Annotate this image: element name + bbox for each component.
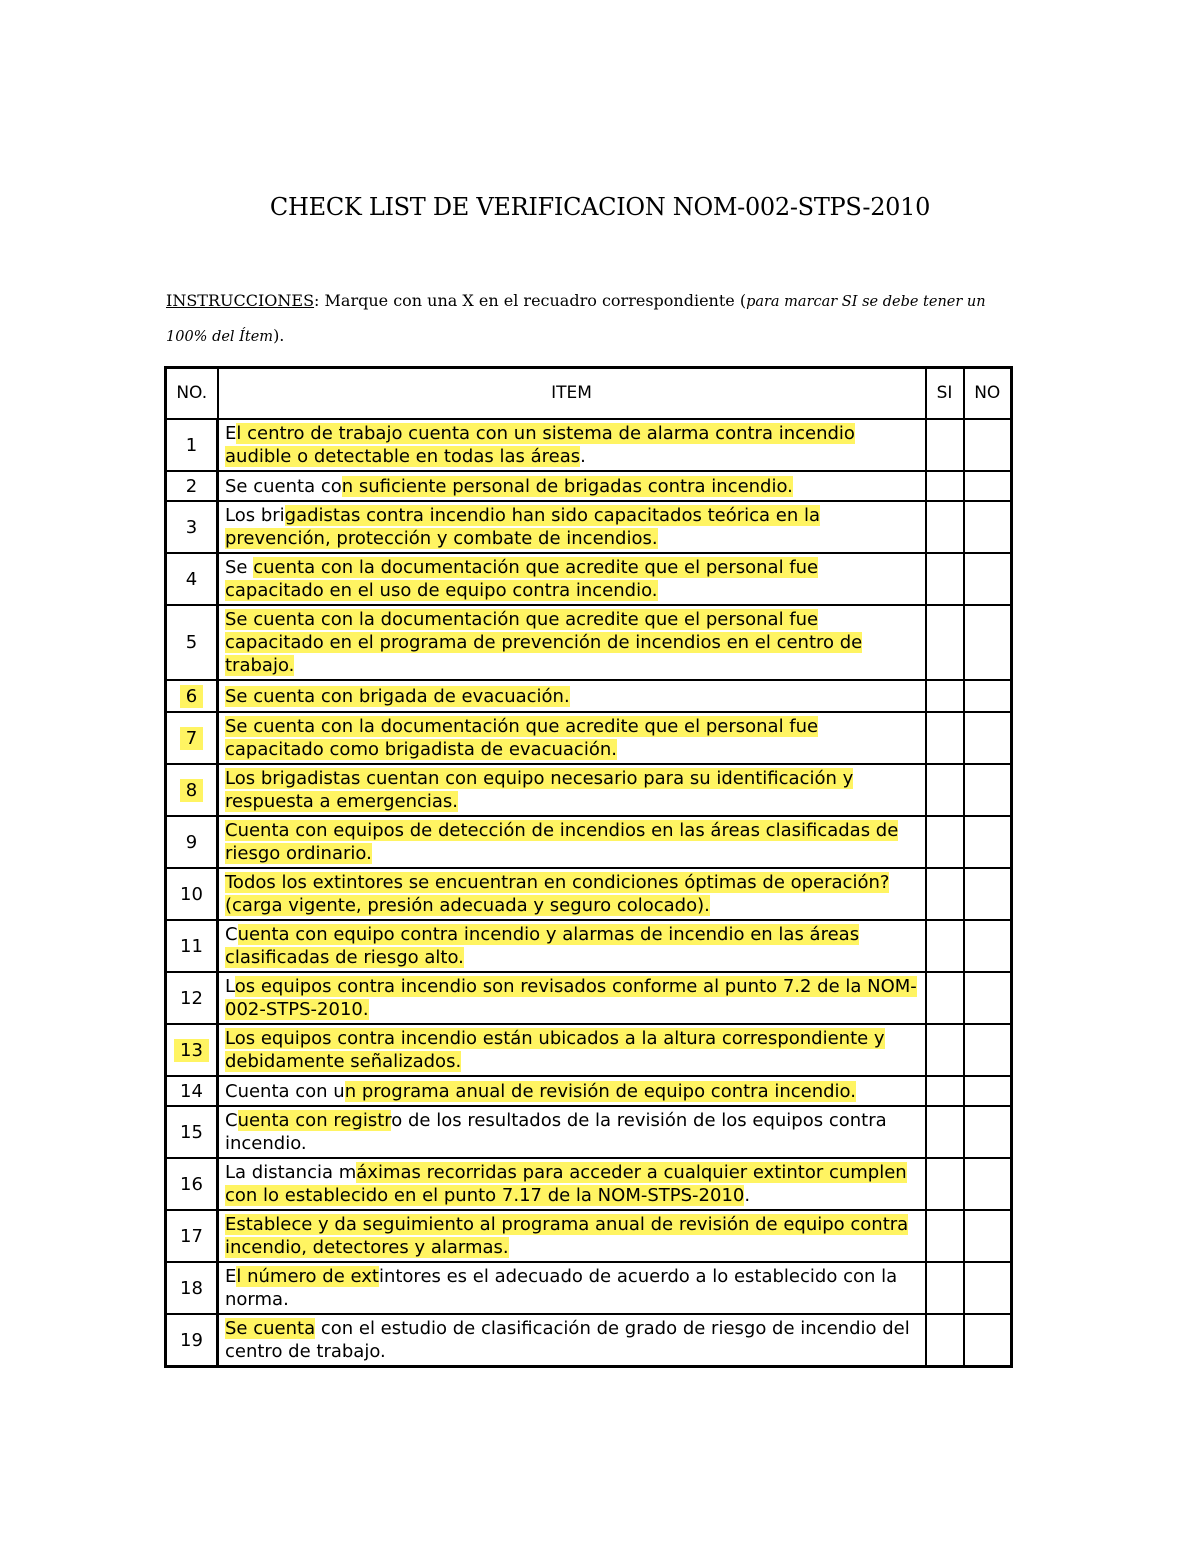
table-row [166, 605, 1012, 680]
row-number [166, 764, 218, 816]
si-checkbox[interactable] [926, 680, 964, 712]
row-number-text: 3 [185, 516, 198, 538]
row-number [166, 1158, 218, 1210]
header-no-answer: NO [964, 368, 1012, 420]
row-item [218, 1262, 926, 1314]
item-text-pre: Se [225, 557, 254, 578]
row-number [166, 816, 218, 868]
table-row [166, 680, 1012, 712]
no-checkbox[interactable] [964, 501, 1012, 553]
row-item [218, 920, 926, 972]
row-number [166, 1024, 218, 1076]
si-checkbox[interactable] [926, 419, 964, 471]
no-checkbox[interactable] [964, 1262, 1012, 1314]
row-number-text: 14 [180, 1080, 203, 1102]
instructions [166, 284, 1011, 354]
checklist-table [164, 366, 1013, 1368]
item-text-hl: Se cuenta con brigada de evacuación. [225, 685, 570, 707]
si-checkbox[interactable] [926, 471, 964, 501]
item-text-hl: Se cuenta con la documentación que acredite que el personal fue capacitado como brigadista de evacuación. [225, 716, 819, 760]
no-checkbox[interactable] [964, 680, 1012, 712]
row-item [218, 680, 926, 712]
table-row [166, 471, 1012, 501]
item-text-hl: Se cuenta con la documentación que acredite que el personal fue capacitado en el programa de prevención de incendios en el centro de trabajo. [225, 609, 863, 676]
row-number-text: 6 [180, 685, 203, 708]
row-number [166, 920, 218, 972]
table-row [166, 553, 1012, 605]
item-text-hl: n programa anual de revisión de equipo contra incendio. [344, 1080, 856, 1102]
table-row [166, 972, 1012, 1024]
row-number-text: 8 [180, 779, 203, 802]
table-row [166, 1158, 1012, 1210]
no-checkbox[interactable] [964, 1314, 1012, 1367]
row-number [166, 868, 218, 920]
si-checkbox[interactable] [926, 1076, 964, 1106]
checklist-body [166, 419, 1012, 1367]
row-item [218, 1076, 926, 1106]
row-number [166, 1106, 218, 1158]
table-row [166, 501, 1012, 553]
table-row [166, 419, 1012, 471]
row-item [218, 868, 926, 920]
item-text-hl: l centro de trabajo cuenta con un sistema de alarma contra incendio audible o detectable en todas las áreas [225, 423, 855, 467]
row-number-text: 18 [180, 1277, 203, 1299]
no-checkbox[interactable] [964, 553, 1012, 605]
item-text-pre: E [225, 423, 237, 444]
table-row [166, 1314, 1012, 1367]
row-number [166, 471, 218, 501]
row-number [166, 605, 218, 680]
row-number [166, 1314, 218, 1367]
header-no: NO. [166, 368, 218, 420]
row-number-text: 15 [180, 1121, 203, 1143]
table-row [166, 920, 1012, 972]
no-checkbox[interactable] [964, 471, 1012, 501]
row-number [166, 1262, 218, 1314]
header-si: SI [926, 368, 964, 420]
row-number-text: 10 [180, 883, 203, 905]
item-text-hl: l número de ext [236, 1266, 379, 1287]
no-checkbox[interactable] [964, 920, 1012, 972]
table-row [166, 816, 1012, 868]
table-row [166, 1076, 1012, 1106]
no-checkbox[interactable] [964, 1106, 1012, 1158]
row-item [218, 764, 926, 816]
row-number-text: 13 [174, 1039, 209, 1062]
table-row [166, 1106, 1012, 1158]
instructions-end: ). [273, 326, 285, 345]
table-row [166, 712, 1012, 764]
si-checkbox[interactable] [926, 553, 964, 605]
table-row [166, 764, 1012, 816]
item-text-pre: E [225, 1266, 237, 1287]
row-number [166, 712, 218, 764]
row-item [218, 816, 926, 868]
row-number [166, 680, 218, 712]
item-text-pre: Se cuenta co [225, 475, 342, 497]
si-checkbox[interactable] [926, 1262, 964, 1314]
no-checkbox[interactable] [964, 1024, 1012, 1076]
item-text-hl: gadistas contra incendio han sido capacitados teórica en la prevención, protección y combate de incendios. [225, 505, 821, 549]
si-checkbox[interactable] [926, 1158, 964, 1210]
table-row [166, 1210, 1012, 1262]
row-item [218, 501, 926, 553]
item-text-hl: cuenta con la documentación que acredite que el personal fue capacitado en el uso de equipo contra incendio. [225, 557, 819, 601]
item-text-hl: Los equipos contra incendio están ubicados a la altura correspondiente y debidamente señalizados. [225, 1028, 885, 1072]
row-number [166, 1076, 218, 1106]
row-item [218, 1314, 926, 1367]
item-text-pre: Los bri [225, 505, 285, 526]
table-row [166, 1024, 1012, 1076]
no-checkbox[interactable] [964, 764, 1012, 816]
si-checkbox[interactable] [926, 972, 964, 1024]
row-item [218, 419, 926, 471]
item-text-hl: uenta con registr [237, 1110, 392, 1131]
row-number-text: 2 [185, 475, 198, 497]
item-text-post: . [744, 1185, 751, 1206]
si-checkbox[interactable] [926, 764, 964, 816]
si-checkbox[interactable] [926, 501, 964, 553]
si-checkbox[interactable] [926, 605, 964, 680]
item-text-post: . [580, 446, 586, 467]
instructions-text: : Marque con una X en el recuadro correspondiente ( [314, 291, 747, 310]
header-item: ITEM [218, 368, 926, 420]
row-item [218, 1106, 926, 1158]
row-item [218, 553, 926, 605]
item-text-post: o de los resultados de la revisión de los equipos contra incendio. [225, 1110, 887, 1154]
item-text-pre: L [225, 976, 235, 997]
no-checkbox[interactable] [964, 972, 1012, 1024]
no-checkbox[interactable] [964, 419, 1012, 471]
row-item [218, 471, 926, 501]
document-title: CHECK LIST DE VERIFICACION NOM-002-STPS-2010 [269, 193, 931, 221]
table-row [166, 1262, 1012, 1314]
si-checkbox[interactable] [926, 920, 964, 972]
si-checkbox[interactable] [926, 816, 964, 868]
instructions-label: INSTRUCCIONES [166, 291, 315, 310]
item-text-pre: C [225, 924, 238, 945]
si-checkbox[interactable] [926, 868, 964, 920]
row-number-text: 9 [185, 831, 198, 853]
si-checkbox[interactable] [926, 1210, 964, 1262]
row-number [166, 1210, 218, 1262]
row-number [166, 553, 218, 605]
no-checkbox[interactable] [964, 605, 1012, 680]
item-text-hl: Cuenta con equipos de detección de incendios en las áreas clasificadas de riesgo ordinario. [225, 820, 899, 864]
row-number-text: 16 [180, 1173, 203, 1195]
row-item [218, 712, 926, 764]
row-item [218, 972, 926, 1024]
item-text-pre: La distancia m [225, 1162, 357, 1183]
no-checkbox[interactable] [964, 816, 1012, 868]
item-text-post: intores es el adecuado de acuerdo a lo establecido con la norma. [225, 1266, 898, 1310]
row-number-text: 19 [180, 1329, 203, 1351]
item-text-hl: Establece y da seguimiento al programa anual de revisión de equipo contra incendio, detectores y alarmas. [225, 1214, 909, 1258]
row-number [166, 972, 218, 1024]
row-number-text: 5 [185, 632, 198, 653]
row-number-text: 4 [185, 568, 198, 590]
no-checkbox[interactable] [964, 1210, 1012, 1262]
item-text-hl: áximas recorridas para acceder a cualquier extintor cumplen con lo establecido en el punto 7.17 de la NOM-STPS-2010 [225, 1162, 907, 1206]
row-item [218, 1158, 926, 1210]
instructions-note: para marcar SI se debe tener un 100% del Ítem [166, 294, 986, 345]
si-checkbox[interactable] [926, 1314, 964, 1367]
si-checkbox[interactable] [926, 1106, 964, 1158]
si-checkbox[interactable] [926, 712, 964, 764]
item-text-hl: Los brigadistas cuentan con equipo necesario para su identificación y respuesta a emergencias. [225, 768, 854, 812]
no-checkbox[interactable] [964, 868, 1012, 920]
item-text-pre: Cuenta con u [225, 1080, 345, 1102]
row-item [218, 605, 926, 680]
table-row [166, 868, 1012, 920]
item-text-hl: os equipos contra incendio son revisados conforme al punto 7.2 de la NOM-002-STPS-2010. [225, 976, 917, 1020]
row-number [166, 419, 218, 471]
row-number-text: 11 [180, 935, 203, 957]
row-number-text: 12 [180, 987, 203, 1009]
no-checkbox[interactable] [964, 1076, 1012, 1106]
item-text-hl: uenta con equipo contra incendio y alarmas de incendio en las áreas clasificadas de riesgo alto. [225, 924, 860, 968]
item-text-post: con el estudio de clasificación de grado de riesgo de incendio del centro de trabajo. [225, 1318, 910, 1362]
row-number [166, 501, 218, 553]
row-number-text: 1 [185, 434, 198, 456]
header-row [166, 368, 1012, 420]
row-number-text: 17 [180, 1225, 203, 1247]
item-text-hl: Se cuenta [225, 1318, 316, 1339]
no-checkbox[interactable] [964, 712, 1012, 764]
si-checkbox[interactable] [926, 1024, 964, 1076]
item-text-pre: C [225, 1110, 238, 1131]
item-text-hl: n suficiente personal de brigadas contra incendio. [341, 475, 793, 497]
row-item [218, 1210, 926, 1262]
row-number-text: 7 [180, 727, 203, 750]
item-text-hl: Todos los extintores se encuentran en condiciones óptimas de operación? (carga vigente, presión adecuada y seguro colocado). [225, 872, 890, 916]
row-item [218, 1024, 926, 1076]
no-checkbox[interactable] [964, 1158, 1012, 1210]
